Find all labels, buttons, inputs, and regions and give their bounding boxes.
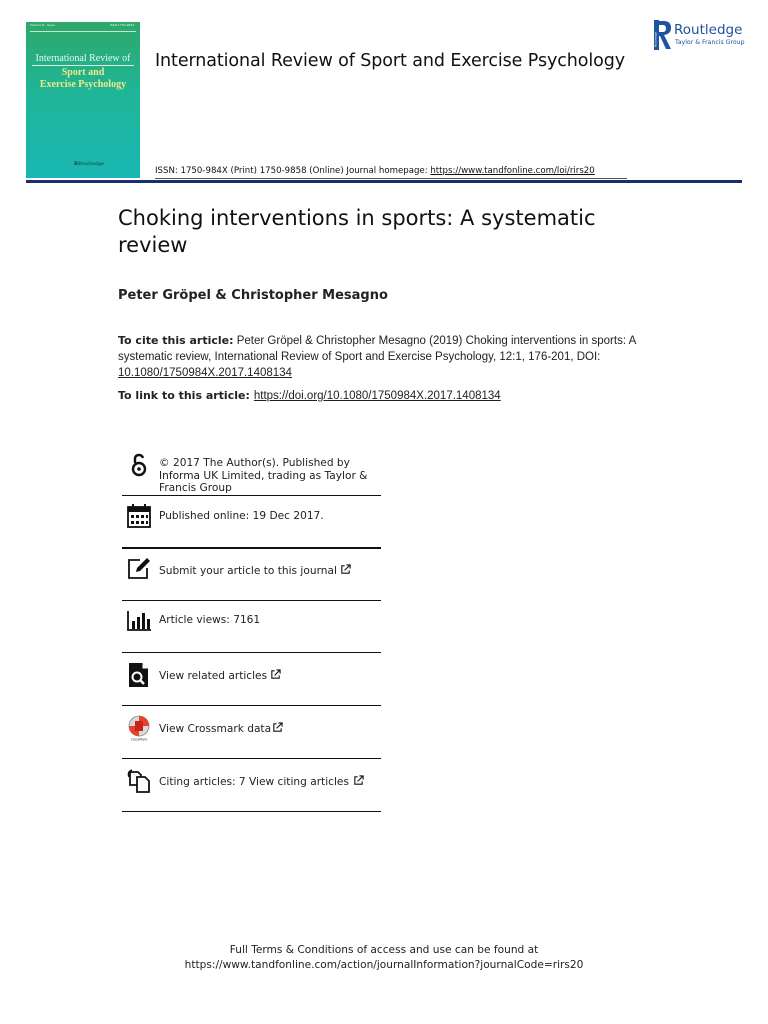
cover-volume-text: Volume 8 · Issue	[30, 23, 55, 27]
article-views: Article views: 7161	[159, 614, 261, 626]
row-divider	[122, 758, 381, 759]
crossmark-badge-text: CrossMark	[130, 737, 148, 742]
edit-icon	[126, 556, 152, 582]
journal-title: International Review of Sport and Exercise Psychology	[155, 51, 625, 71]
cover-rule	[30, 31, 136, 32]
terms-line: Full Terms & Conditions of access and use can be found at	[229, 944, 539, 956]
row-divider	[122, 547, 381, 549]
terms-footer	[0, 943, 768, 973]
external-link-icon	[272, 722, 283, 733]
article-views-row	[122, 608, 381, 654]
cover-title-line2: Sport and	[61, 67, 105, 78]
routledge-r-icon	[654, 20, 672, 50]
journal-cover-image	[26, 22, 140, 178]
cover-title-line1: International Review of	[35, 53, 131, 64]
document-search-icon	[126, 662, 152, 688]
row-divider	[122, 811, 381, 812]
row-divider	[122, 705, 381, 706]
header-rule	[26, 180, 742, 183]
related-articles-link[interactable]: View related articles	[159, 669, 281, 683]
cite-text: Peter Gröpel & Christopher Mesagno (2019) Choking interventions in sports: A systematic review, International Review of Sport and Exercise Psychology, 12:1, 176-201, DOI:	[118, 335, 636, 363]
external-link-icon	[353, 775, 364, 786]
row-divider	[122, 600, 381, 601]
issn-line	[155, 166, 595, 176]
terms-url[interactable]: https://www.tandfonline.com/action/journalInformation?journalCode=rirs20	[184, 959, 584, 971]
open-access-icon	[126, 452, 152, 478]
license-text: © 2017 The Author(s). Published by Informa UK Limited, trading as Taylor & Francis Group	[159, 457, 368, 494]
routledge-tagline: Taylor & Francis Group	[675, 39, 745, 46]
routledge-logo[interactable]	[654, 20, 754, 52]
link-label: To link to this article:	[118, 389, 250, 402]
crossmark-icon	[126, 715, 152, 741]
article-title: Choking interventions in sports: A systematic review	[118, 206, 596, 257]
cite-label: To cite this article:	[118, 334, 234, 347]
journal-homepage-link[interactable]: https://www.tandfonline.com/loi/rirs20	[430, 166, 595, 176]
article-link-line	[118, 388, 501, 402]
citing-articles-row[interactable]	[122, 766, 381, 812]
crossmark-row[interactable]	[122, 713, 381, 759]
article-doi-link[interactable]: https://doi.org/10.1080/1750984X.2017.1408134	[253, 390, 501, 402]
cover-title-line3: Exercise Psychology	[39, 79, 127, 90]
related-articles-row[interactable]	[122, 660, 381, 706]
routledge-vertical-text: Routledge	[653, 31, 658, 47]
cover-publisher-logo: RRoutledge	[74, 161, 105, 167]
article-authors: Peter Gröpel & Christopher Mesagno	[118, 288, 388, 303]
external-link-icon	[270, 669, 281, 680]
cite-doi-link[interactable]: 10.1080/1750984X.2017.1408134	[118, 367, 292, 379]
row-divider	[122, 652, 381, 653]
open-access-row	[122, 450, 381, 496]
issn-text: ISSN: 1750-984X (Print) 1750-9858 (Online) Journal homepage:	[155, 166, 431, 176]
cover-divider	[32, 65, 134, 66]
submit-article-link[interactable]: Submit your article to this journal	[159, 564, 351, 578]
published-row	[122, 502, 381, 548]
external-link-icon	[340, 564, 351, 575]
citing-articles-link[interactable]: Citing articles: 7 View citing articles	[159, 775, 364, 789]
submit-article-row[interactable]	[122, 555, 381, 601]
citation-block	[118, 333, 658, 381]
published-date: Published online: 19 Dec 2017.	[159, 510, 324, 522]
citing-documents-icon	[126, 767, 152, 793]
routledge-name: Routledge	[674, 22, 743, 38]
cover-top-strip	[26, 22, 140, 30]
crossmark-link[interactable]: View Crossmark data	[159, 722, 283, 736]
cover-issn-text: ISSN 1750-984X	[110, 23, 135, 27]
row-divider	[122, 495, 381, 496]
calendar-icon	[126, 503, 152, 529]
header-thin-rule	[155, 178, 627, 179]
bar-chart-icon	[126, 608, 152, 634]
